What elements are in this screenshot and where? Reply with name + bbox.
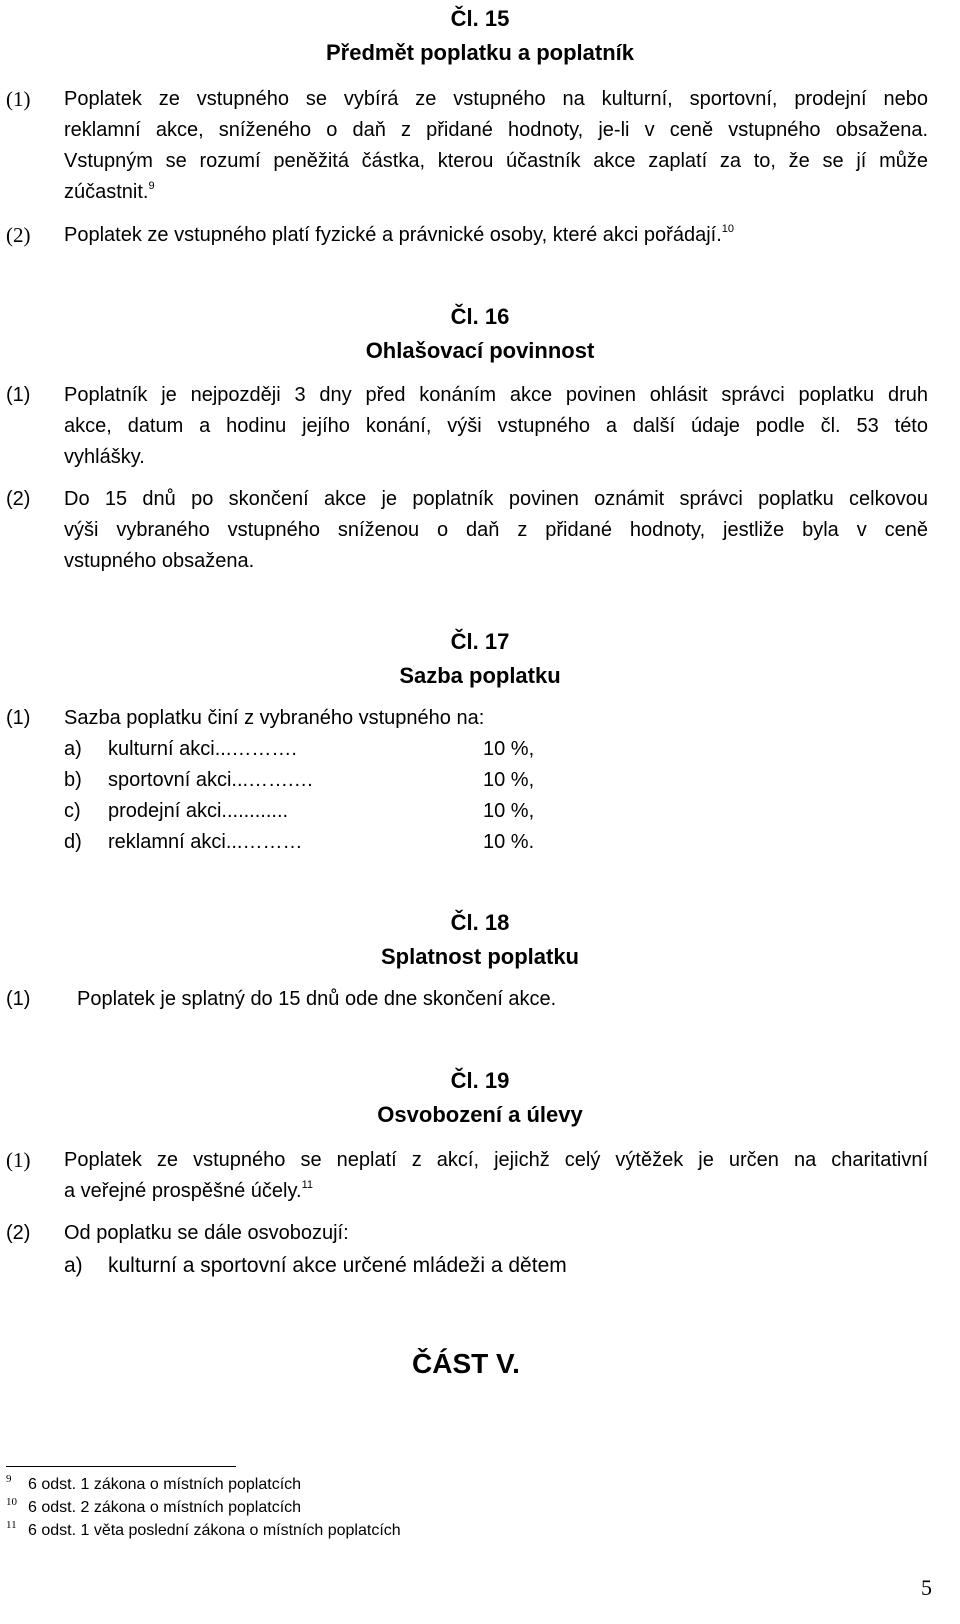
footnote-ref: 9 xyxy=(148,180,155,192)
list-item-text: kulturní akci...………. xyxy=(108,738,297,760)
text-line xyxy=(64,1176,928,1207)
footnote-mark: 9 xyxy=(6,1473,12,1485)
article-number: Čl. 16 xyxy=(450,304,510,329)
text-line xyxy=(64,177,928,208)
paragraph-label: (1) xyxy=(6,707,31,729)
paragraph-label: (1) xyxy=(6,384,31,406)
paragraph-label: (2) xyxy=(6,1222,31,1244)
paragraph-text xyxy=(64,484,928,577)
footnote xyxy=(6,1497,301,1520)
list-letter: a) xyxy=(64,1254,83,1277)
list-letter: c) xyxy=(64,800,81,822)
text-line: Poplatek ze vstupného se vybírá ze vstupného na kulturní, sportovní, prodejní nebo xyxy=(64,88,928,110)
paragraph-text xyxy=(64,84,928,208)
footnote-text: 6 odst. 1 věta poslední zákona o místních poplatcích xyxy=(28,1522,401,1539)
text-line xyxy=(64,220,928,251)
footnote-mark: 10 xyxy=(6,1496,17,1508)
text-line: výši vybraného vstupného sníženou o daň z přidané hodnoty, jestliže byla v ceně xyxy=(64,519,928,541)
rate-value: 10 %, xyxy=(483,769,535,791)
article-number: Čl. 15 xyxy=(450,6,510,31)
list-letter: d) xyxy=(64,831,82,853)
text-line: akce, datum a hodinu jejího konání, výši vstupného a další údaje podle čl. 53 této xyxy=(64,415,928,437)
list-item-text: reklamní akci...……… xyxy=(108,831,303,853)
article-number: Čl. 19 xyxy=(450,1068,510,1093)
footnote-ref: 10 xyxy=(721,223,735,235)
rate-value: 10 %, xyxy=(483,800,535,822)
paragraph-label: (1) xyxy=(6,988,31,1010)
article-title: Splatnost poplatku xyxy=(381,944,579,969)
text-fragment: a veřejné prospěšné účely. xyxy=(64,1180,302,1202)
paragraph-text xyxy=(64,1145,928,1207)
list-letter: a) xyxy=(64,738,82,760)
footnote xyxy=(6,1474,301,1497)
article-title: Osvobození a úlevy xyxy=(377,1102,583,1127)
part-heading: ČÁST V. xyxy=(412,1348,520,1379)
paragraph-text: Poplatek je splatný do 15 dnů ode dne skončení akce. xyxy=(77,988,557,1010)
paragraph-text: Sazba poplatku činí z vybraného vstupného na: xyxy=(64,707,485,729)
list-item-text: sportovní akci...…….… xyxy=(108,769,314,791)
footnote-text: 6 odst. 1 zákona o místních poplatcích xyxy=(28,1476,302,1493)
text-line: Poplatník je nejpozději 3 dny před konáním akce povinen ohlásit správci poplatku druh xyxy=(64,384,928,406)
text-line: Poplatek ze vstupného se neplatí z akcí, jejichž celý výtěžek je určen na charitativní xyxy=(64,1149,928,1171)
rate-value: 10 %, xyxy=(483,738,535,760)
paragraph-text xyxy=(64,220,928,251)
footnote-mark: 11 xyxy=(6,1519,17,1531)
text-fragment: zúčastnit. xyxy=(64,181,149,203)
footnote-text: 6 odst. 2 zákona o místních poplatcích xyxy=(28,1499,302,1516)
rate-value: 10 %. xyxy=(483,831,535,853)
footnote-separator xyxy=(6,1466,236,1467)
footnote xyxy=(6,1520,401,1543)
paragraph-label: (2) xyxy=(6,223,31,247)
article-number: Čl. 17 xyxy=(450,629,510,654)
list-item-text: prodejní akci............ xyxy=(108,800,289,822)
text-line: Vstupným se rozumí peněžitá částka, kterou účastník akce zaplatí za to, že se jí může xyxy=(64,150,928,172)
footnote-ref: 11 xyxy=(301,1179,313,1191)
text-line: vstupného obsažena. xyxy=(64,550,255,572)
list-item-text: kulturní a sportovní akce určené mládeži a dětem xyxy=(108,1254,567,1277)
text-line: vyhlášky. xyxy=(64,446,145,468)
paragraph-text: Od poplatku se dále osvobozují: xyxy=(64,1222,349,1244)
text-line: reklamní akce, sníženého o daň z přidané hodnoty, je-li v ceně vstupného obsažena. xyxy=(64,119,928,141)
paragraph-label: (1) xyxy=(6,87,31,111)
article-number: Čl. 18 xyxy=(450,910,510,935)
page-number: 5 xyxy=(921,1575,932,1600)
paragraph-label: (1) xyxy=(6,1148,31,1172)
list-letter: b) xyxy=(64,769,82,791)
paragraph-text xyxy=(64,380,928,473)
article-title: Předmět poplatku a poplatník xyxy=(325,40,635,65)
text-fragment: Poplatek ze vstupného platí fyzické a právnické osoby, které akci pořádají. xyxy=(64,224,722,246)
text-line: Do 15 dnů po skončení akce je poplatník povinen oznámit správci poplatku celkovou xyxy=(64,488,928,510)
article-title: Sazba poplatku xyxy=(399,663,561,688)
paragraph-label: (2) xyxy=(6,488,31,510)
article-title: Ohlašovací povinnost xyxy=(365,338,595,363)
